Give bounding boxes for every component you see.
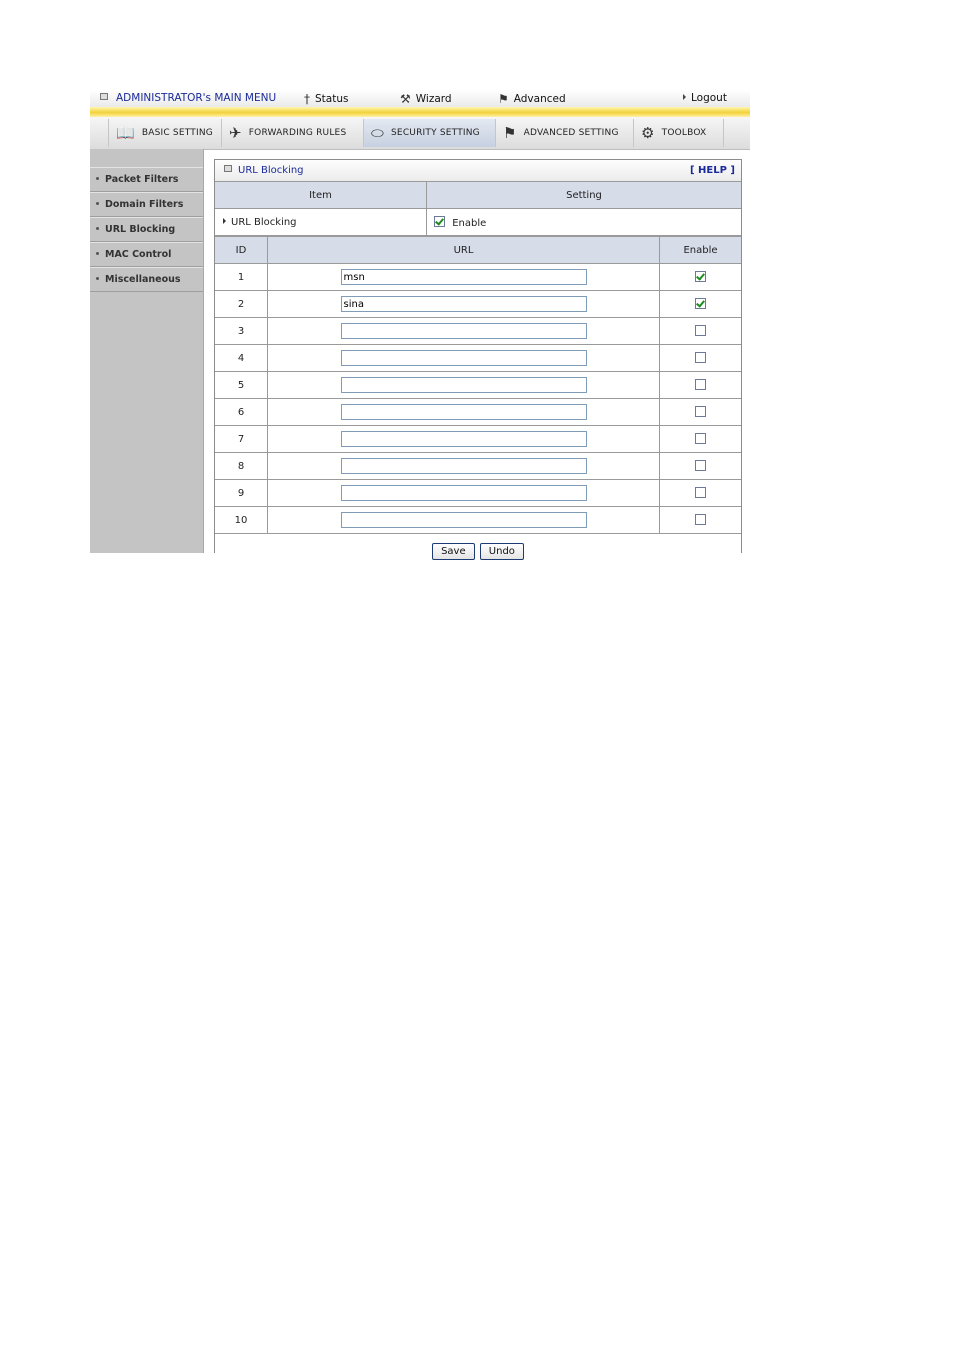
tab-security-setting[interactable] — [364, 119, 496, 147]
wizard-link[interactable] — [400, 92, 452, 106]
sidebar-item-miscellaneous[interactable] — [90, 267, 203, 292]
url-input[interactable] — [341, 350, 587, 366]
button-row — [215, 534, 741, 560]
status-label: Status — [315, 93, 349, 105]
url-enable-checkbox[interactable] — [695, 406, 706, 417]
settings-table — [215, 182, 741, 236]
item-column-header: Item — [215, 182, 427, 209]
url-enable-cell — [660, 507, 742, 534]
tab-advanced-label: ADVANCED SETTING — [523, 128, 619, 138]
url-id-cell: 1 — [215, 264, 268, 291]
table-row — [215, 372, 741, 399]
url-id-cell: 3 — [215, 318, 268, 345]
url-enable-cell — [660, 318, 742, 345]
tab-toolbox-label: TOOLBOX — [661, 128, 707, 138]
help-link[interactable]: [ HELP ] — [689, 165, 735, 176]
bullet-icon — [96, 177, 99, 180]
table-row — [215, 399, 741, 426]
sidebar-item-label: Miscellaneous — [105, 274, 181, 285]
admin-main-menu-link[interactable] — [100, 92, 276, 104]
url-enable-checkbox[interactable] — [695, 433, 706, 444]
status-person-icon: † — [304, 92, 310, 106]
tab-forwarding-rules[interactable] — [222, 119, 364, 147]
panel-title-bar — [215, 160, 741, 182]
advanced-label: Advanced — [513, 93, 566, 105]
url-cell — [268, 345, 660, 372]
logout-link[interactable] — [683, 92, 727, 104]
url-enable-checkbox[interactable] — [695, 352, 706, 363]
url-cell — [268, 399, 660, 426]
enable-label: Enable — [452, 217, 487, 229]
url-enable-checkbox[interactable] — [695, 460, 706, 471]
url-blocking-panel — [214, 159, 742, 557]
id-column-header: ID — [215, 237, 268, 264]
url-enable-checkbox[interactable] — [695, 514, 706, 525]
url-id-cell: 10 — [215, 507, 268, 534]
tab-basic-label: BASIC SETTING — [141, 128, 213, 138]
url-input[interactable] — [341, 512, 587, 528]
url-enable-checkbox[interactable] — [695, 379, 706, 390]
advanced-link[interactable] — [498, 92, 566, 106]
url-enable-checkbox[interactable] — [695, 271, 706, 282]
url-cell — [268, 291, 660, 318]
save-button[interactable]: Save — [432, 543, 475, 560]
tab-basic-setting[interactable] — [108, 119, 222, 147]
advanced-icon: ⚑ — [498, 92, 509, 106]
url-input[interactable] — [341, 404, 587, 420]
url-enable-cell — [660, 399, 742, 426]
url-id-cell: 6 — [215, 399, 268, 426]
url-input[interactable] — [341, 296, 587, 312]
url-enable-checkbox[interactable] — [695, 487, 706, 498]
square-bullet-icon — [224, 165, 232, 172]
url-enable-cell — [660, 372, 742, 399]
url-blocking-setting-cell — [427, 209, 742, 236]
tab-forwarding-label: FORWARDING RULES — [248, 128, 347, 138]
url-enable-cell — [660, 480, 742, 507]
tab-advanced-setting[interactable] — [496, 119, 634, 147]
table-row — [215, 453, 741, 480]
url-cell — [268, 318, 660, 345]
sidebar-item-domain-filters[interactable] — [90, 192, 203, 217]
top-menu-bar — [90, 90, 750, 107]
undo-button[interactable]: Undo — [480, 543, 524, 560]
sidebar-item-packet-filters[interactable] — [90, 167, 203, 192]
url-cell — [268, 480, 660, 507]
url-enable-cell — [660, 264, 742, 291]
url-input[interactable] — [341, 485, 587, 501]
url-id-cell: 8 — [215, 453, 268, 480]
tab-security-label: SECURITY SETTING — [391, 128, 480, 138]
enable-column-header: Enable — [660, 237, 742, 264]
square-bullet-icon — [100, 93, 108, 100]
table-row — [215, 507, 741, 534]
wizard-label: Wizard — [415, 93, 452, 105]
status-link[interactable] — [304, 92, 348, 106]
table-row — [215, 318, 741, 345]
url-input[interactable] — [341, 323, 587, 339]
sidebar-item-url-blocking[interactable] — [90, 217, 203, 242]
gold-divider — [90, 107, 750, 117]
url-blocking-label: URL Blocking — [231, 216, 297, 228]
router-admin-page — [90, 90, 750, 557]
book-icon: 📖 — [116, 124, 135, 142]
bullet-icon — [96, 277, 99, 280]
url-id-cell: 5 — [215, 372, 268, 399]
url-blocking-row-label — [215, 209, 427, 236]
advanced-setting-icon: ⚑ — [503, 124, 517, 142]
bullet-icon — [96, 252, 99, 255]
url-enable-cell — [660, 291, 742, 318]
security-icon: ⬭ — [371, 124, 385, 142]
toolbox-icon: ⚙ — [641, 124, 655, 142]
forwarding-icon: ✈ — [229, 124, 242, 142]
url-input[interactable] — [341, 269, 587, 285]
sidebar-item-label: URL Blocking — [105, 224, 176, 235]
logout-label: Logout — [691, 92, 727, 104]
tab-toolbox[interactable] — [634, 119, 724, 147]
bullet-icon — [96, 227, 99, 230]
wizard-tools-icon: ⚒ — [400, 92, 411, 106]
panel-title: URL Blocking — [238, 165, 304, 176]
url-column-header: URL — [268, 237, 660, 264]
table-row — [215, 291, 741, 318]
url-input[interactable] — [341, 377, 587, 393]
table-row — [215, 264, 741, 291]
sidebar-item-mac-control[interactable] — [90, 242, 203, 267]
url-enable-checkbox[interactable] — [695, 325, 706, 336]
url-input[interactable] — [341, 458, 587, 474]
url-cell — [268, 426, 660, 453]
url-rows — [215, 264, 741, 534]
admin-main-menu-label: ADMINISTRATOR's MAIN MENU — [116, 92, 277, 104]
url-enable-cell — [660, 426, 742, 453]
url-blocking-enable-checkbox[interactable] — [434, 216, 445, 227]
table-row — [215, 480, 741, 507]
url-cell — [268, 372, 660, 399]
url-cell — [268, 453, 660, 480]
url-cell — [268, 264, 660, 291]
table-row — [215, 426, 741, 453]
table-row — [215, 345, 741, 372]
url-enable-cell — [660, 453, 742, 480]
sidebar-item-label: MAC Control — [105, 249, 172, 260]
url-enable-cell — [660, 345, 742, 372]
url-enable-checkbox[interactable] — [695, 298, 706, 309]
url-id-cell: 7 — [215, 426, 268, 453]
sidebar-item-label: Domain Filters — [105, 199, 184, 210]
url-id-cell: 2 — [215, 291, 268, 318]
bullet-icon — [96, 202, 99, 205]
url-list-table — [215, 236, 741, 534]
sidebar — [90, 149, 204, 553]
url-id-cell: 9 — [215, 480, 268, 507]
url-id-cell: 4 — [215, 345, 268, 372]
sidebar-item-label: Packet Filters — [105, 174, 179, 185]
triangle-right-icon — [223, 218, 226, 224]
main-tab-bar — [90, 117, 750, 150]
setting-column-header: Setting — [427, 182, 742, 209]
url-cell — [268, 507, 660, 534]
url-input[interactable] — [341, 431, 587, 447]
arrow-right-icon — [683, 94, 686, 100]
